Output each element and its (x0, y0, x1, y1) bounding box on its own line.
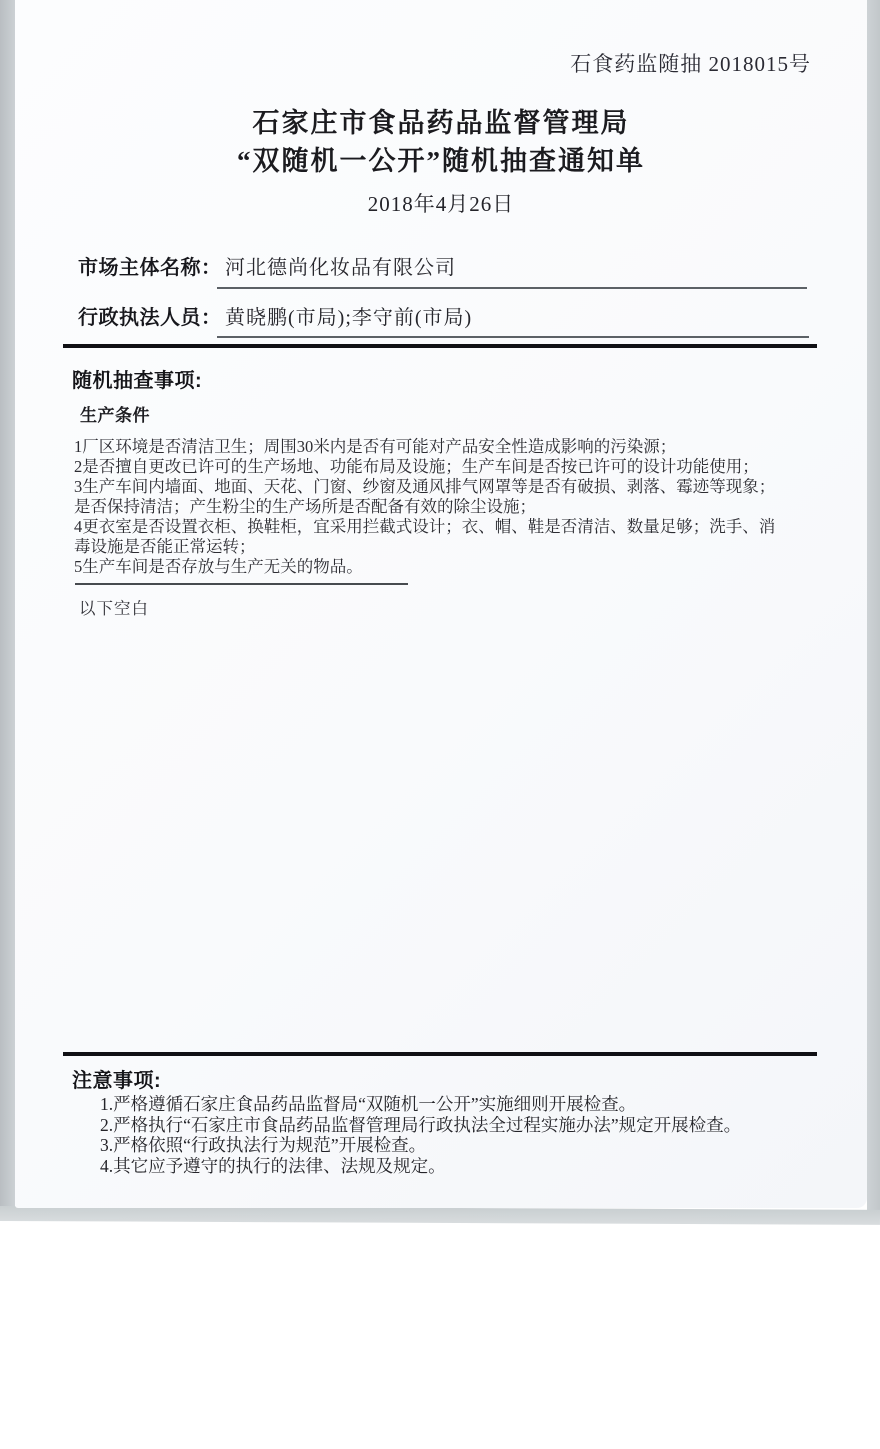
document-title (15, 104, 867, 180)
scan-edge-left (0, 0, 15, 1218)
inspection-item-line: 5生产车间是否存放与生产无关的物品。 (74, 557, 363, 576)
inspection-item-line: 毒设施是否能正常运转； (74, 537, 256, 556)
enforcement-officers-value: 黄晓鹏(市局);李守前(市局) (225, 307, 473, 329)
inspection-item-line: 3生产车间内墙面、地面、天花、门窗、纱窗及通风排气网罩等是否有破损、剥落、霉迹等现象； (74, 477, 776, 496)
field-enforcement-officers (15, 301, 867, 329)
inspection-item-line: 2是否擅自更改已许可的生产场地、功能布局及设施；生产车间是否按已许可的设计功能使用； (74, 457, 759, 476)
title-line-1: 石家庄市食品药品监督管理局 (252, 108, 630, 138)
note-item: 4.其它应予遵守的执行的法律、法规及规定。 (100, 1155, 446, 1176)
inspection-item-list (74, 437, 834, 577)
note-item: 2.严格执行“石家庄市食品药品监督管理局行政执法全过程实施办法”规定开展检查。 (100, 1114, 742, 1135)
note-item: 3.严格依照“行政执法行为规范”开展检查。 (100, 1135, 427, 1155)
document-date: 2018年4月26日 (367, 192, 515, 216)
inspection-item-line: 4更衣室是否设置衣柜、换鞋柜，宜采用拦截式设计；衣、帽、鞋是否清洁、数量足够；洗手、消 (74, 517, 776, 536)
note-item: 1.严格遵循石家庄食品药品监督局“双随机一公开”实施细则开展检查。 (100, 1094, 637, 1114)
scan-edge-right (867, 0, 880, 1218)
paper-bottom-shadow (0, 1206, 880, 1225)
document-paper (15, 0, 867, 1208)
section-divider-top (63, 344, 817, 348)
inspection-section-title: 随机抽查事项: (72, 370, 203, 392)
market-entity-label: 市场主体名称： (78, 257, 222, 279)
inspection-item-line: 是否保持清洁；产生粉尘的生产场所是否配备有效的除尘设施； (74, 497, 536, 516)
notes-list (100, 1094, 830, 1176)
enforcement-officers-label: 行政执法人员： (78, 307, 222, 329)
title-line-2: “双随机一公开”随机抽查通知单 (237, 146, 645, 176)
inspection-category: 生产条件 (80, 406, 150, 425)
market-entity-value: 河北德尚化妆品有限公司 (225, 257, 456, 279)
inspection-item-line: 1厂区环境是否清洁卫生；周围30米内是否有可能对产品安全性造成影响的污染源； (74, 437, 677, 456)
notes-section-title: 注意事项: (72, 1070, 162, 1092)
enforcement-officers-underline (217, 336, 809, 338)
end-of-items-rule (75, 583, 408, 585)
field-market-entity (15, 251, 867, 279)
blank-below-note: 以下空白 (79, 599, 149, 618)
market-entity-underline (217, 287, 807, 289)
section-divider-bottom (63, 1052, 817, 1056)
document-number: 石食药监随抽 2018015号 (570, 52, 811, 76)
